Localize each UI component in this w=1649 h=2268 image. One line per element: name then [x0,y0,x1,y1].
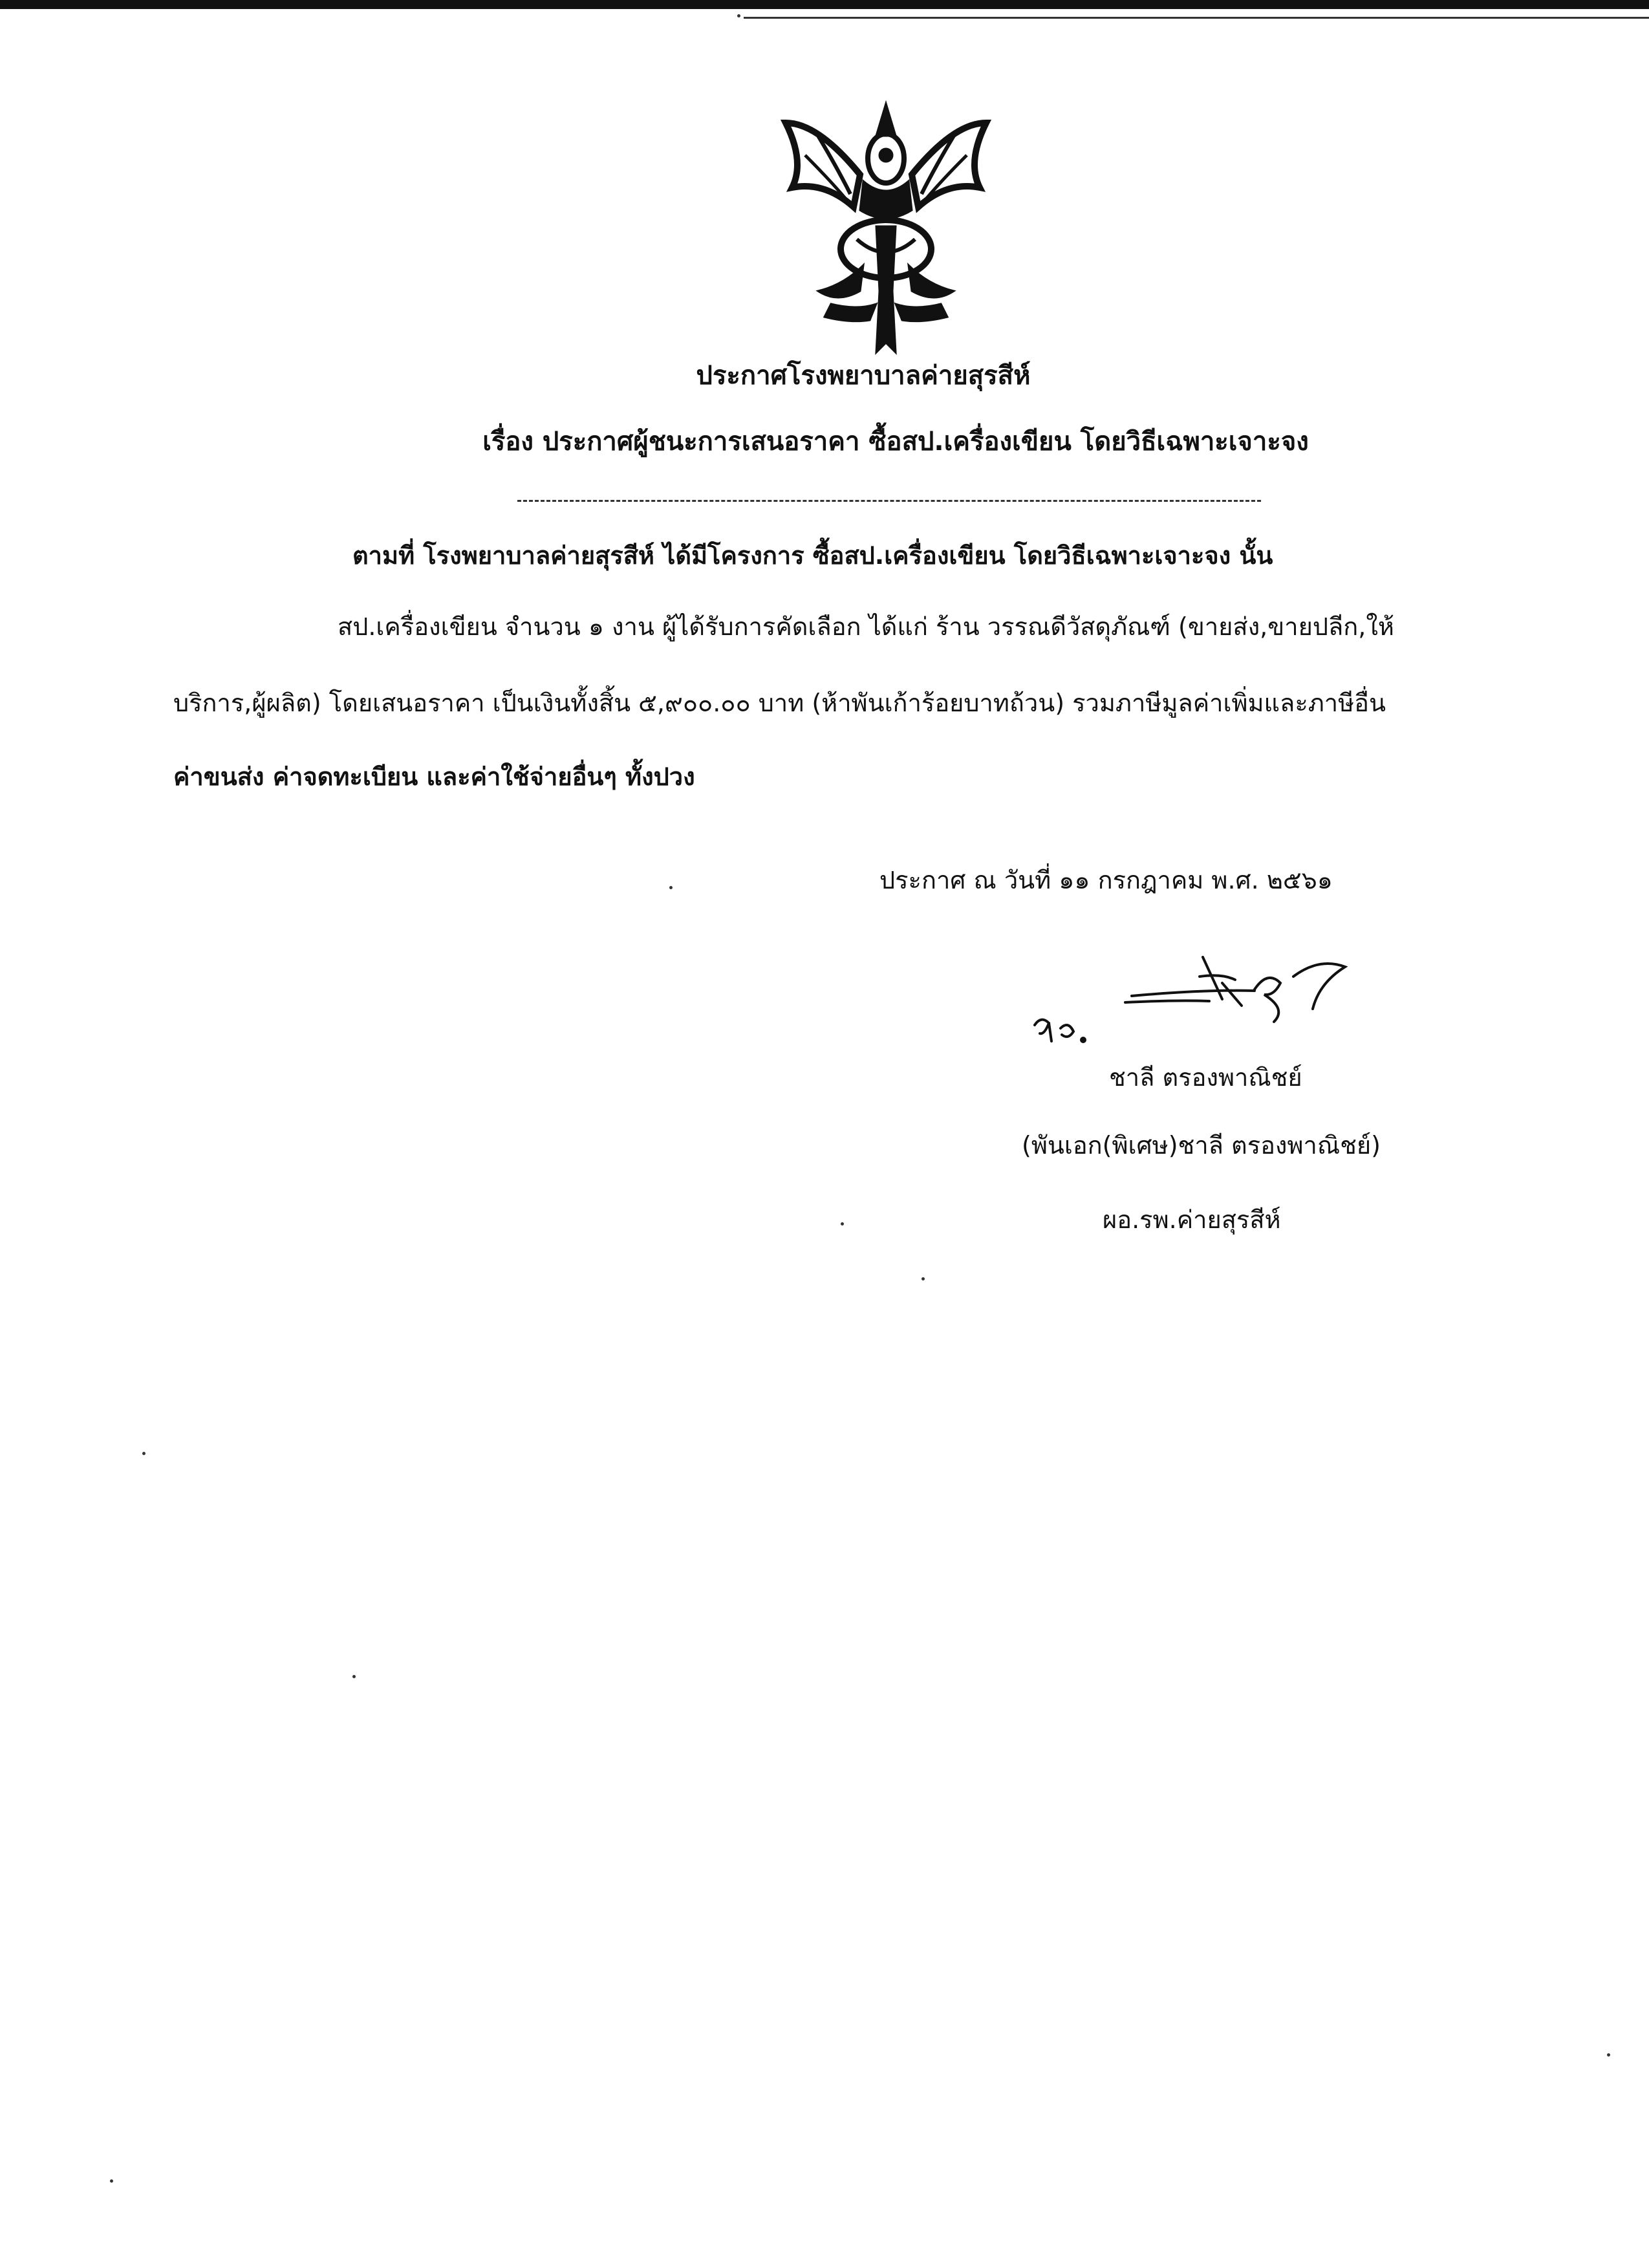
dashed-divider [517,500,1261,502]
scan-speck [110,2179,113,2183]
body-paragraph-line-2: สป.เครื่องเขียน จำนวน ๑ งาน ผู้ได้รับการคัดเลือก ได้แก่ ร้าน วรรณดีวัสดุภัณฑ์ (ขายส่ง,ขายปลีก,ให้ [338,612,1394,641]
scan-speck [669,886,673,889]
body-paragraph-line-1: ตามที่ โรงพยาบาลค่ายสุรสีห์ ได้มีโครงการ ซื้อสป.เครื่องเขียน โดยวิธีเฉพาะเจาะจง นั้น [352,541,1273,570]
scan-speck [841,1222,844,1226]
scan-artifact-line [744,17,1649,19]
scan-speck [142,1452,146,1455]
scan-speck [352,1675,356,1678]
signatory-full-name: (พันเอก(พิเศษ)ชาลี ตรองพาณิชย์) [1022,1131,1381,1160]
announcement-subject: เรื่อง ประกาศผู้ชนะการเสนอราคา ซื้อสป.เครื่องเขียน โดยวิธีเฉพาะเจาะจง [482,427,1309,457]
signatory-position: ผอ.รพ.ค่ายสุรสีห์ [1103,1205,1281,1234]
scan-speck [921,1277,925,1280]
scan-speck [737,14,740,17]
garuda-emblem-icon [779,97,993,356]
handwritten-signature [1009,938,1397,1067]
scan-border-top [0,0,1649,9]
body-paragraph-line-4: ค่าขนส่ง ค่าจดทะเบียน และค่าใช้จ่ายอื่นๆ ทั้งปวง [173,762,695,791]
announcement-date: ประกาศ ณ วันที่ ๑๑ กรกฎาคม พ.ศ. ๒๕๖๑ [879,866,1333,894]
body-paragraph-line-3: บริการ,ผู้ผลิต) โดยเสนอราคา เป็นเงินทั้งสิ้น ๕,๙๐๐.๐๐ บาท (ห้าพันเก้าร้อยบาทถ้วน) รวมภาษีมูลค่าเพิ่มและภาษีอื่น [173,689,1386,717]
announcement-title: ประกาศโรงพยาบาลค่ายสุรสีห์ [696,361,1031,391]
signatory-name: ชาลี ตรองพาณิชย์ [1109,1063,1302,1092]
scan-speck [1607,2053,1610,2057]
